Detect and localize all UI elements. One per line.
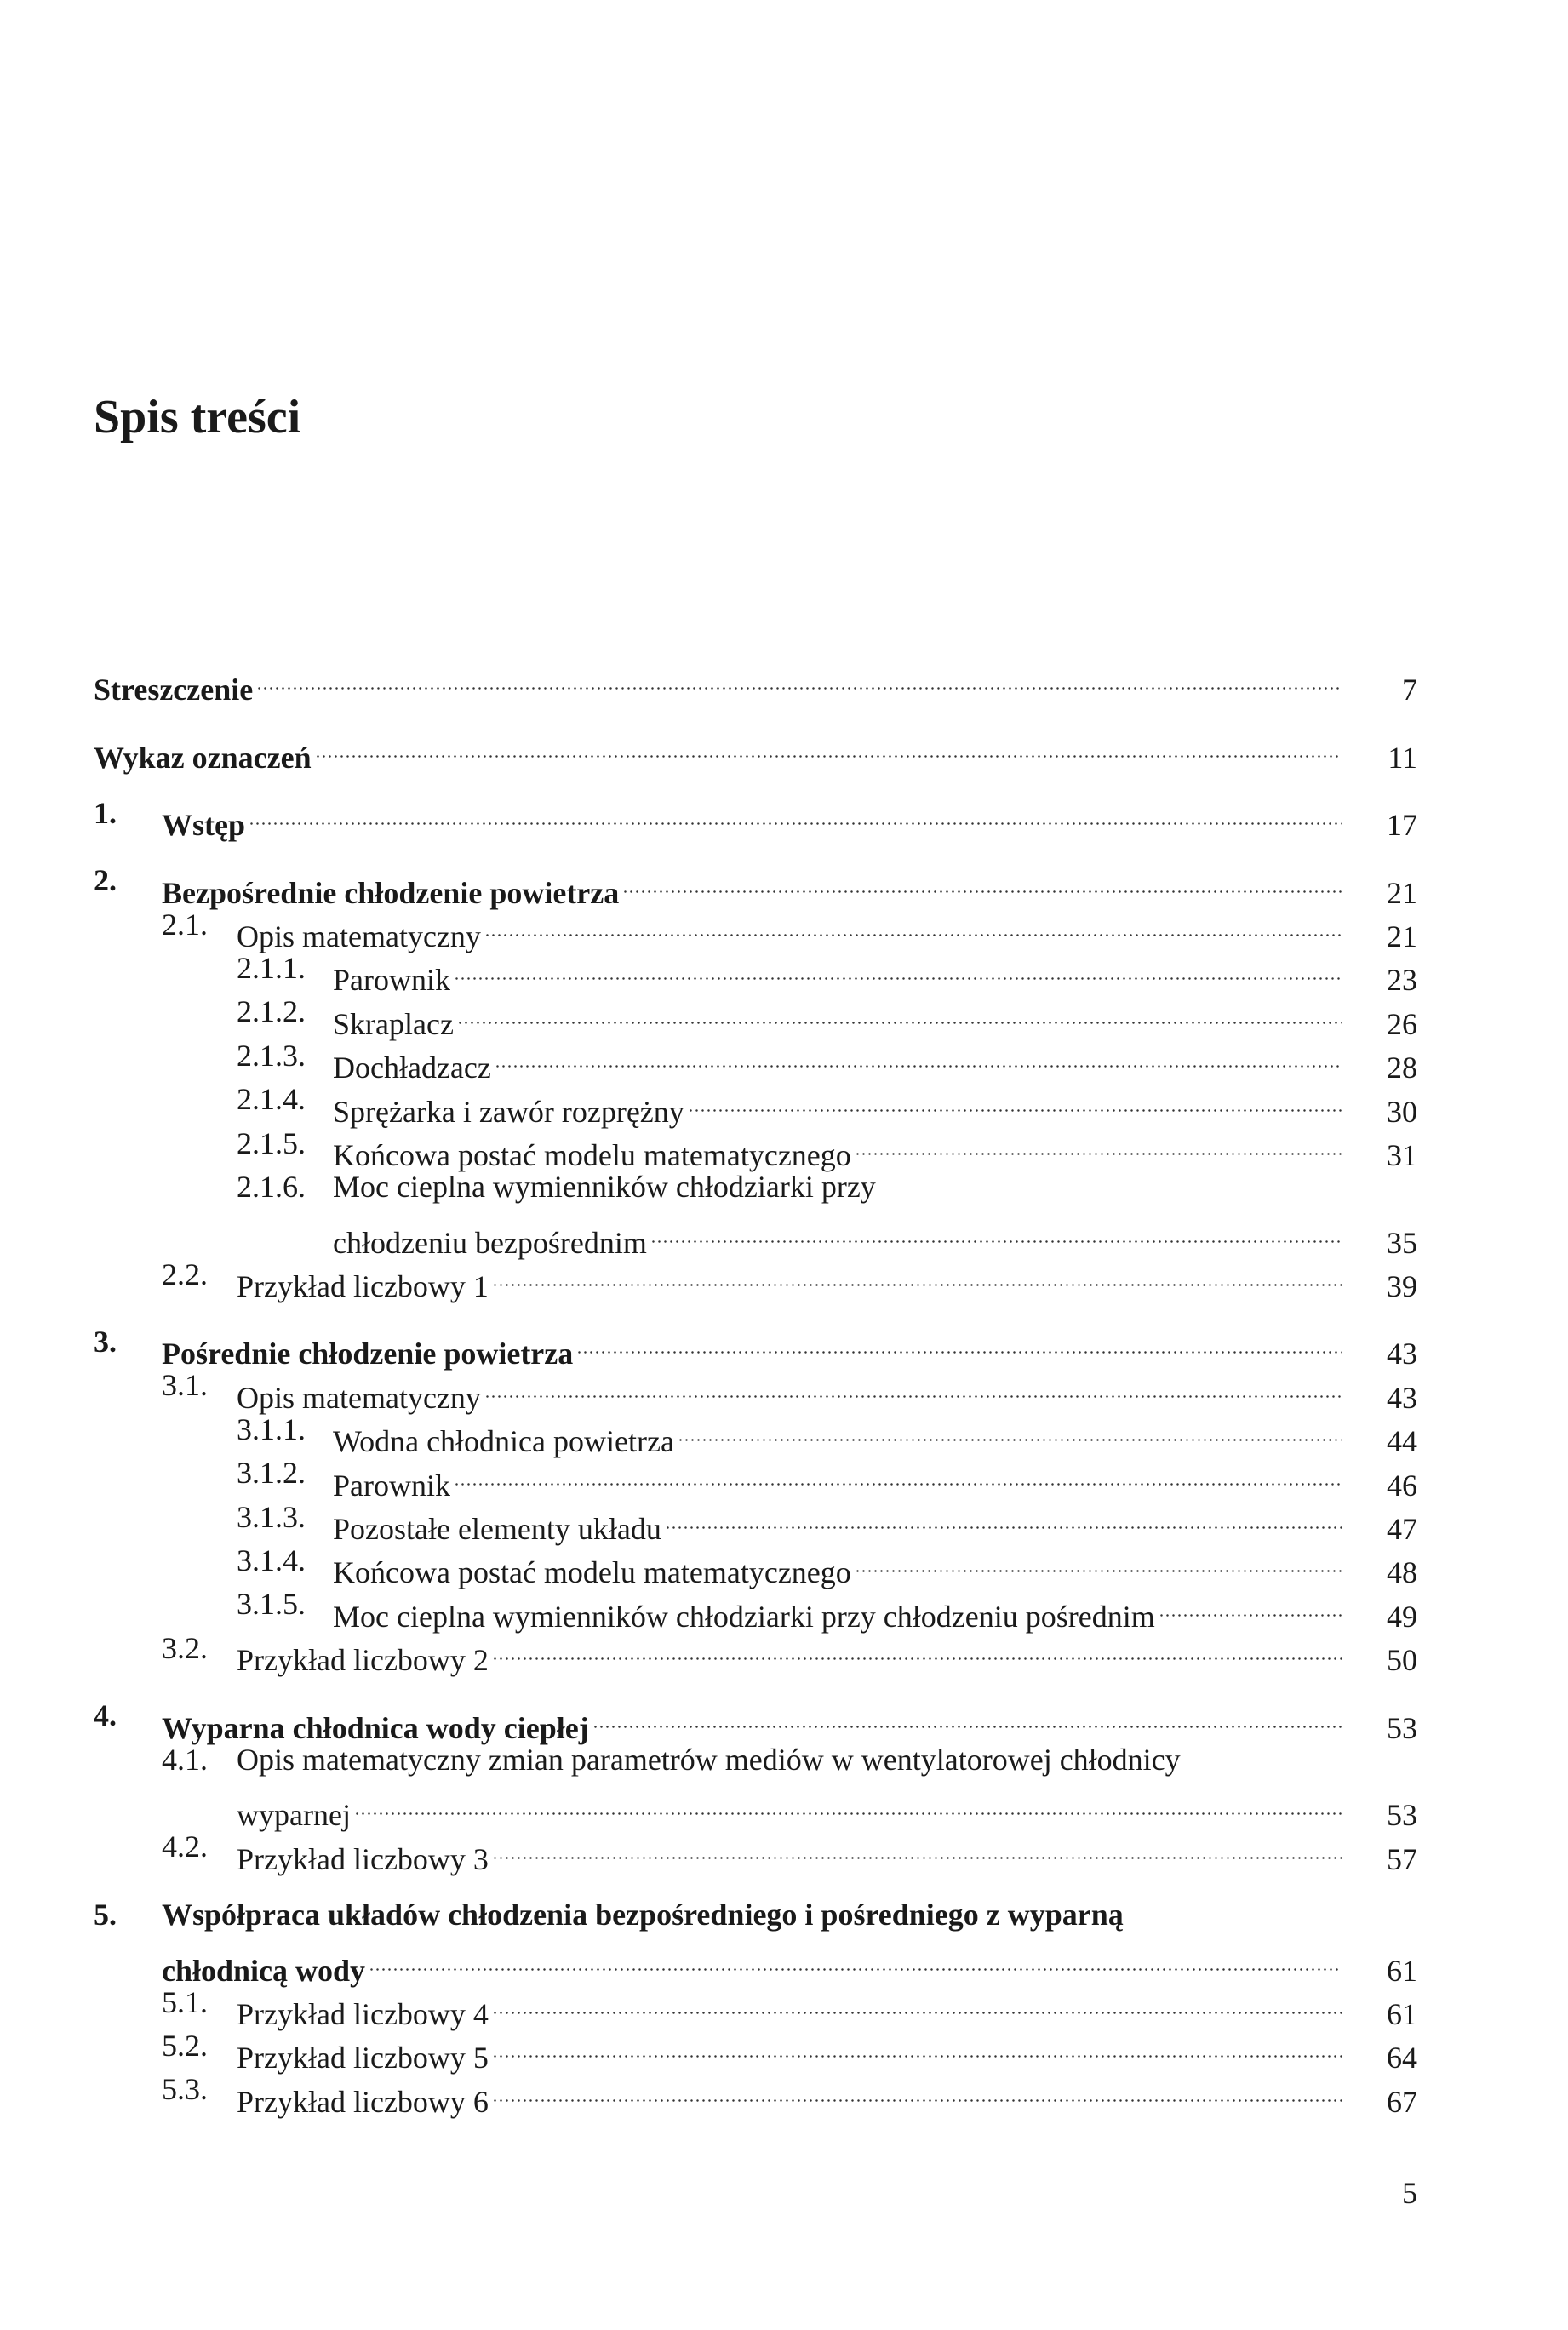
toc-entry-page: 28: [1387, 1051, 1417, 1085]
toc-entry-page: 31: [1387, 1137, 1417, 1172]
toc-entry[interactable]: [0, 1627, 1568, 1678]
toc-entry-number: 2.1.5.: [237, 1125, 306, 1160]
toc-entry[interactable]: [0, 1408, 1568, 1459]
toc-entry-page: 64: [1387, 2041, 1417, 2075]
toc-entry-number: 3.: [94, 1325, 117, 1360]
toc-entry-title: Przykład liczbowy 2: [237, 1643, 489, 1678]
toc-entry[interactable]: [0, 1034, 1568, 1085]
toc-entry-title: Przykład liczbowy 1: [237, 1269, 489, 1304]
toc-entry-title: Sprężarka i zawór rozprężny: [333, 1094, 684, 1129]
dot-leader: [688, 1078, 1342, 1121]
toc-entry-page: 53: [1387, 1798, 1417, 1833]
toc-entry-page: 30: [1387, 1094, 1417, 1129]
toc-entry-title: Końcowa postać modelu matematycznego: [333, 1555, 851, 1590]
table-of-contents: [0, 656, 1568, 2119]
dot-leader: [665, 1496, 1342, 1539]
toc-entry-number: 3.2.: [162, 1630, 208, 1665]
toc-entry[interactable]: [0, 792, 1568, 843]
toc-entry-title: Moc cieplna wymienników chłodziarki przy: [333, 1169, 876, 1204]
toc-entry[interactable]: [0, 2024, 1568, 2075]
toc-entry-number: 5.2.: [162, 2028, 208, 2063]
toc-entry[interactable]: [0, 1893, 1568, 1937]
toc-entry-number: 5.1.: [162, 1984, 208, 2019]
toc-entry-number: 3.1.1.: [237, 1411, 306, 1446]
toc-entry-page: 47: [1387, 1512, 1417, 1547]
toc-entry[interactable]: [0, 1451, 1568, 1503]
toc-entry-title: Opis matematyczny: [237, 919, 481, 953]
toc-entry-page: 43: [1387, 1337, 1417, 1371]
toc-entry-title: Pośrednie chłodzenie powietrza: [162, 1337, 574, 1371]
toc-entry[interactable]: [0, 859, 1568, 910]
toc-entry[interactable]: [0, 656, 1568, 707]
toc-entry-number: 3.1.3.: [237, 1499, 306, 1534]
toc-entry-number: 3.1.5.: [237, 1587, 306, 1622]
toc-entry[interactable]: [0, 1078, 1568, 1129]
toc-entry-number: 5.3.: [162, 2072, 208, 2107]
page-number: 5: [1402, 2176, 1417, 2210]
toc-entry-title: Końcowa postać modelu matematycznego: [333, 1137, 851, 1172]
toc-entry-title: Wodna chłodnica powietrza: [333, 1424, 674, 1459]
toc-entry[interactable]: [0, 1694, 1568, 1745]
dot-leader: [855, 1122, 1342, 1165]
toc-entry-title: Parownik: [333, 1468, 450, 1503]
toc-entry[interactable]: [0, 1583, 1568, 1634]
toc-entry[interactable]: [0, 1320, 1568, 1371]
toc-entry-number: 3.1.2.: [237, 1456, 306, 1491]
toc-entry-number: 4.2.: [162, 1829, 208, 1864]
toc-entry-page: 39: [1387, 1269, 1417, 1304]
toc-entry-number: 2.2.: [162, 1257, 208, 1291]
toc-entry[interactable]: [0, 1981, 1568, 2031]
toc-entry[interactable]: [0, 1738, 1568, 1782]
toc-entry-title: Dochładzacz: [333, 1051, 491, 1085]
toc-entry-title: Wykaz oznaczeń: [94, 740, 312, 775]
toc-entry-number: 2.1.3.: [237, 1038, 306, 1073]
dot-leader: [315, 724, 1342, 767]
toc-entry-page: 17: [1387, 808, 1417, 843]
toc-entry-title: Współpraca układów chłodzenia bezpośredniego i pośredniego z wyparną: [162, 1897, 1124, 1932]
toc-entry-title: Bezpośrednie chłodzenie powietrza: [162, 875, 620, 910]
toc-entry-title: Przykład liczbowy 4: [237, 1996, 489, 2031]
toc-entry-title: Przykład liczbowy 3: [237, 1841, 489, 1876]
toc-entry[interactable]: [0, 1496, 1568, 1547]
toc-entry-page: 53: [1387, 1710, 1417, 1745]
toc-entry-number: 2.1.6.: [237, 1169, 306, 1204]
toc-entry-title: chłodnicą wody: [162, 1953, 366, 1988]
toc-entry-page: 21: [1387, 875, 1417, 910]
toc-entry[interactable]: [0, 1253, 1568, 1304]
toc-entry-page: 48: [1387, 1555, 1417, 1590]
toc-entry-page: 23: [1387, 963, 1417, 998]
toc-entry-title: Przykład liczbowy 5: [237, 2041, 489, 2075]
dot-leader: [678, 1408, 1342, 1451]
toc-entry-title: Skraplacz: [333, 1006, 454, 1041]
toc-entry-page: 49: [1387, 1599, 1417, 1634]
dot-leader: [576, 1320, 1342, 1364]
toc-entry[interactable]: [0, 1364, 1568, 1415]
toc-entry-page: 57: [1387, 1841, 1417, 1876]
toc-entry-page: 21: [1387, 919, 1417, 953]
dot-leader: [484, 903, 1342, 947]
dot-leader: [249, 792, 1342, 835]
toc-entry-number: 2.1.: [162, 907, 208, 942]
dot-leader: [622, 859, 1342, 902]
dot-leader: [369, 1937, 1342, 1980]
page-title: Spis treści: [94, 391, 301, 444]
toc-entry-page: 26: [1387, 1006, 1417, 1041]
toc-entry-page: 61: [1387, 1996, 1417, 2031]
dot-leader: [592, 1694, 1342, 1737]
dot-leader: [495, 1034, 1342, 1078]
toc-entry[interactable]: [0, 903, 1568, 953]
toc-entry-title: Opis matematyczny: [237, 1380, 481, 1415]
dot-leader: [492, 2068, 1342, 2111]
dot-leader: [454, 947, 1342, 990]
toc-entry-number: 1.: [94, 795, 117, 830]
toc-entry-title: Wstęp: [162, 808, 245, 843]
dot-leader: [484, 1364, 1342, 1407]
toc-entry-page: 11: [1388, 740, 1417, 775]
dot-leader: [492, 2024, 1342, 2068]
dot-leader: [492, 1981, 1342, 2024]
toc-entry-number: 2.1.4.: [237, 1082, 306, 1117]
toc-entry-title: Streszczenie: [94, 673, 254, 707]
toc-entry-number: 3.1.: [162, 1368, 208, 1403]
toc-entry[interactable]: [0, 947, 1568, 998]
dot-leader: [492, 1825, 1342, 1869]
toc-entry-page: 67: [1387, 2084, 1417, 2119]
toc-entry[interactable]: [0, 724, 1568, 775]
toc-entry-title: Przykład liczbowy 6: [237, 2084, 489, 2119]
toc-entry-page: 44: [1387, 1424, 1417, 1459]
toc-entry-page: 35: [1387, 1225, 1417, 1260]
toc-entry-number: 4.1.: [162, 1742, 208, 1777]
toc-entry[interactable]: [0, 2068, 1568, 2119]
toc-entry-number: 2.1.2.: [237, 994, 306, 1029]
toc-entry-number: 2.: [94, 863, 117, 898]
dot-leader: [650, 1209, 1342, 1252]
toc-entry-page: 46: [1387, 1468, 1417, 1503]
toc-entry[interactable]: [0, 1165, 1568, 1209]
toc-entry[interactable]: [0, 1122, 1568, 1172]
dot-leader: [256, 656, 1342, 700]
toc-entry[interactable]: [0, 1539, 1568, 1590]
dot-leader: [492, 1627, 1342, 1670]
toc-entry[interactable]: [0, 1825, 1568, 1876]
toc-entry-page: 43: [1387, 1380, 1417, 1415]
toc-entry-number: 2.1.1.: [237, 950, 306, 985]
toc-entry[interactable]: [0, 1937, 1568, 1988]
toc-entry-title: chłodzeniu bezpośrednim: [333, 1225, 647, 1260]
toc-entry-title: Moc cieplna wymienników chłodziarki przy chłodzeniu pośrednim: [333, 1599, 1155, 1634]
toc-entry-title: wyparnej: [237, 1798, 351, 1833]
toc-entry-title: Parownik: [333, 963, 450, 998]
toc-entry-number: 5.: [94, 1897, 117, 1932]
toc-entry-page: 61: [1387, 1953, 1417, 1988]
dot-leader: [354, 1782, 1342, 1825]
dot-leader: [454, 1451, 1342, 1495]
toc-entry-title: Opis matematyczny zmian parametrów mediów w wentylatorowej chłodnicy: [237, 1742, 1181, 1777]
toc-entry[interactable]: [0, 1209, 1568, 1260]
toc-entry-title: Wyparna chłodnica wody ciepłej: [162, 1710, 589, 1745]
dot-leader: [457, 990, 1342, 1033]
dot-leader: [855, 1539, 1342, 1583]
toc-entry[interactable]: [0, 990, 1568, 1041]
toc-entry-number: 4.: [94, 1698, 117, 1733]
toc-entry-page: 50: [1387, 1643, 1417, 1678]
toc-entry-number: 3.1.4.: [237, 1543, 306, 1578]
toc-entry-title: Pozostałe elementy układu: [333, 1512, 661, 1547]
toc-entry[interactable]: [0, 1782, 1568, 1833]
toc-entry-page: 7: [1402, 673, 1417, 707]
dot-leader: [1159, 1583, 1342, 1626]
dot-leader: [492, 1253, 1342, 1297]
